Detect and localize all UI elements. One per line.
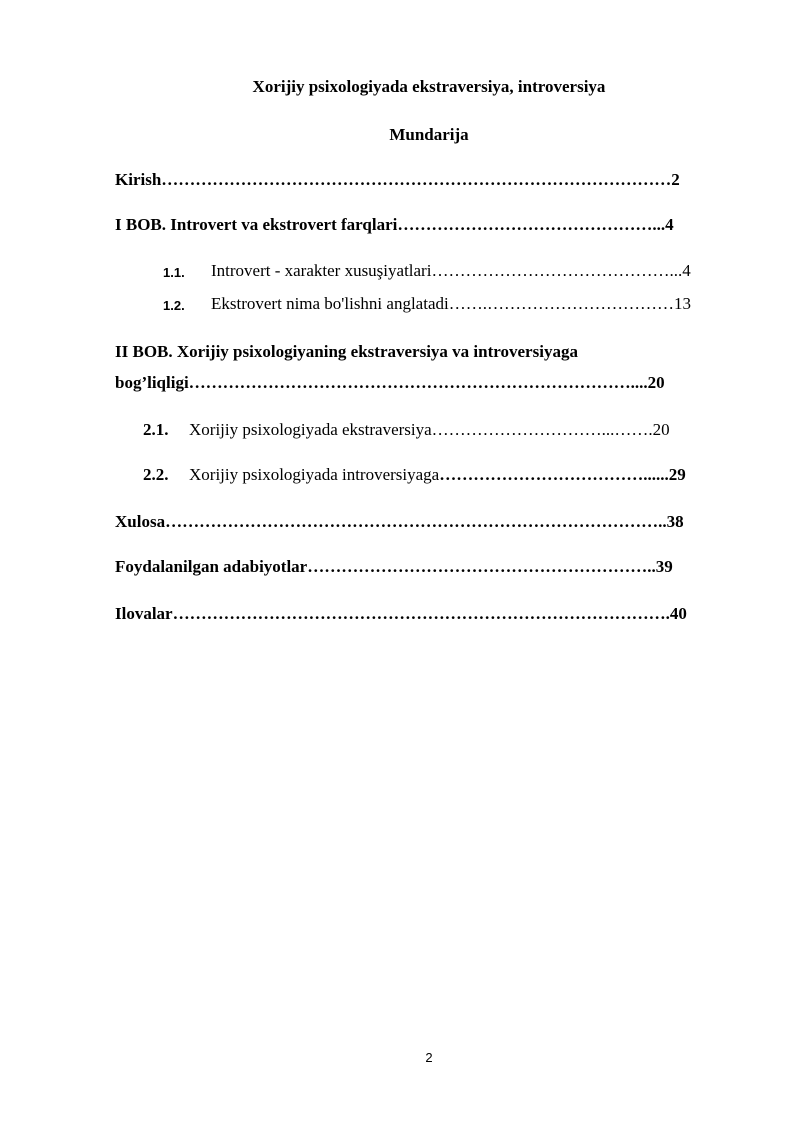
toc-entry-foydalanilgan: Foydalanilgan adabiyotlar……………………………………………………..39 xyxy=(115,557,673,576)
toc-sub-1-1-number: 1.1. xyxy=(163,265,185,280)
page-number: 2 xyxy=(425,1050,433,1065)
toc-entry-bob1: I BOB. Introvert va ekstrovert farqlari………………………………………...4 xyxy=(115,215,674,234)
toc-sub-2-1-number: 2.1. xyxy=(143,420,169,439)
document-title: Xorijiy psixologiyada ekstraversiya, introversiya xyxy=(252,77,606,96)
toc-sub-2-2-text xyxy=(189,465,686,485)
toc-sub-2-2-number: 2.2. xyxy=(143,465,169,484)
toc-sub-2-1-text: Xorijiy psixologiyada ekstraversiya…………………………...…….20 xyxy=(189,420,670,439)
toc-entry-ilovalar: Ilovalar…………………………………………………………………………….40 xyxy=(115,604,687,623)
toc-sub-1-2-text: Ekstrovert nima bo'lishni anglatadi…….……………………………13 xyxy=(211,294,691,313)
toc-entry-kirish: Kirish………………………………………………………………………………2 xyxy=(115,170,680,189)
toc-entry-bob2-line1: II BOB. Xorijiy psixologiyaning ekstraversiya va introversiyaga xyxy=(115,342,578,361)
toc-sub-2-2-leader: ………………………………......29 xyxy=(439,465,686,484)
toc-sub-2-2-label: Xorijiy psixologiyada introversiyaga xyxy=(189,465,440,484)
toc-sub-1-1-text: Introvert - xarakter xusuşiyatlari……………………………………...4 xyxy=(211,261,691,280)
toc-heading: Mundarija xyxy=(389,125,469,144)
toc-entry-bob2-line2: bog’liqligi……………………………………………………………………....20 xyxy=(115,373,665,392)
toc-entry-xulosa: Xulosa……………………………………………………………………………..38 xyxy=(115,512,684,531)
toc-sub-1-2-number: 1.2. xyxy=(163,298,185,313)
